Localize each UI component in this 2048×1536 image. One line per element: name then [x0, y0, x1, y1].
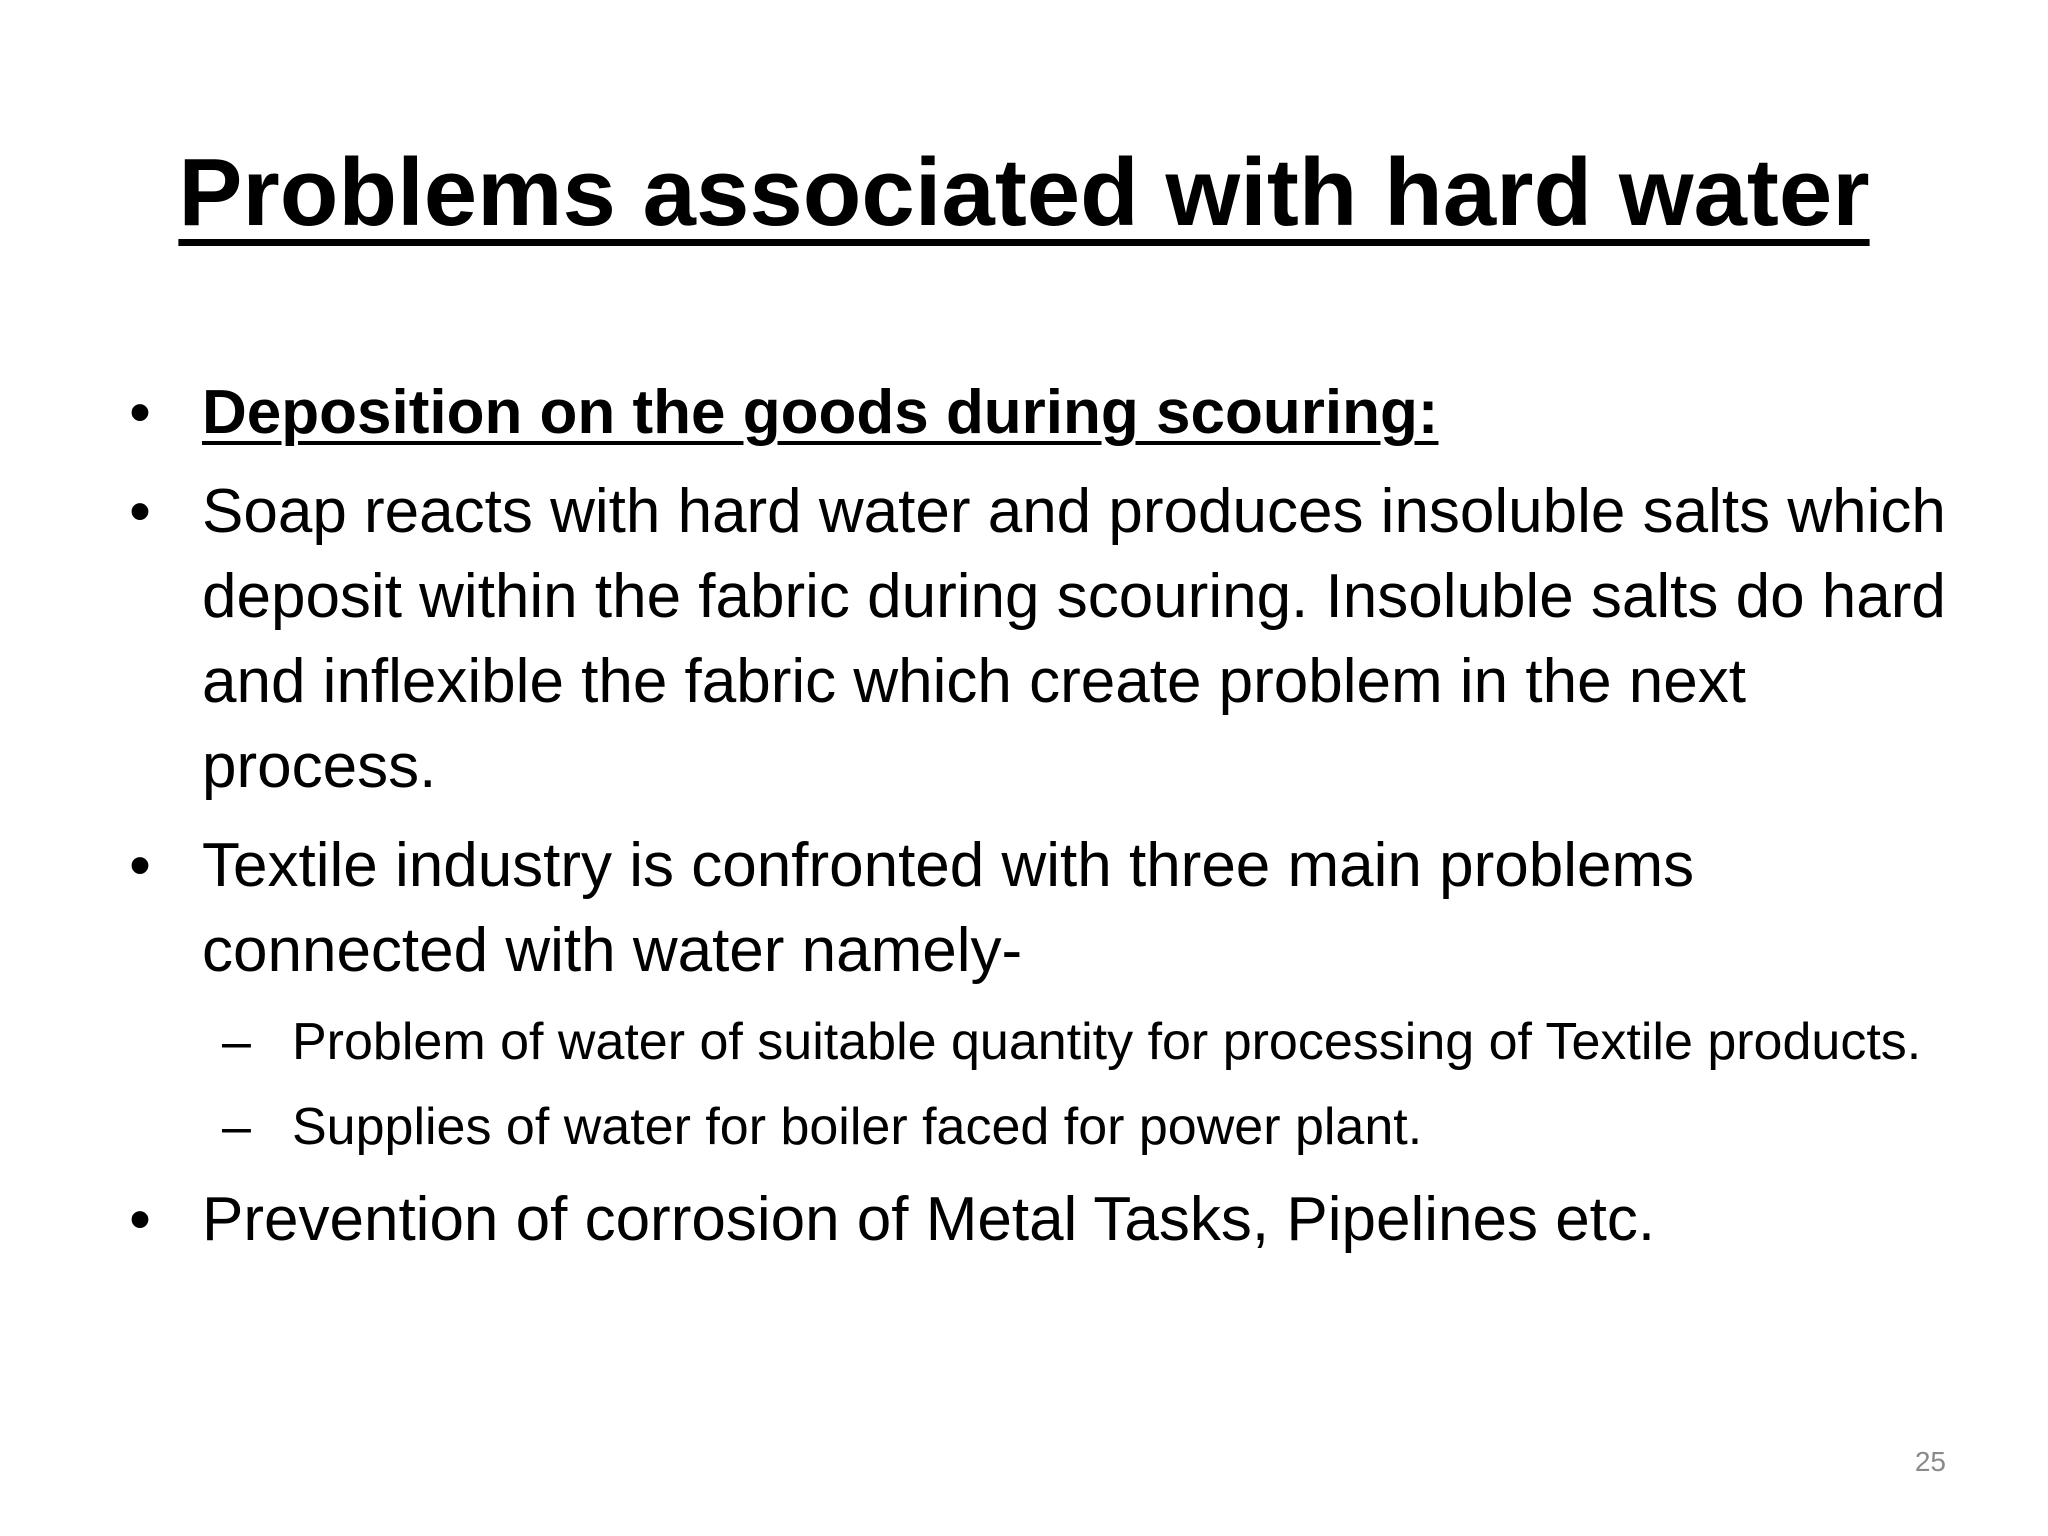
bullet-text: Soap reacts with hard water and produces insoluble salts which deposit within the fabric during scouring. Insoluble salts do hard and inflexible the fabric which create problem in the next process. — [202, 477, 1946, 801]
bullet-item-corrosion — [120, 1177, 1980, 1262]
page-number: 25 — [1914, 1446, 1946, 1477]
dash-glyph: – — [222, 1013, 251, 1071]
sub-item-boiler-supplies — [120, 1092, 1980, 1163]
bullet-glyph: • — [129, 378, 151, 447]
bullet-item-deposition — [120, 370, 1980, 455]
bullet-text: Deposition on the goods during scouring: — [202, 378, 1439, 447]
bullet-item-textile-industry — [120, 823, 1980, 993]
bullet-text: Textile industry is confronted with three main problems connected with water namely- — [202, 831, 1695, 985]
bullet-item-soap — [120, 469, 1980, 809]
bullet-glyph: • — [129, 831, 151, 900]
sub-item-text: Supplies of water for boiler faced for power plant. — [292, 1098, 1423, 1156]
sub-item-text: Problem of water of suitable quantity for processing of Textile products. — [292, 1013, 1922, 1071]
bullet-text: Prevention of corrosion of Metal Tasks, Pipelines etc. — [202, 1185, 1656, 1254]
slide-body — [120, 370, 1980, 1276]
sub-item-water-quantity — [120, 1007, 1980, 1078]
bullet-glyph: • — [129, 1185, 151, 1254]
slide-title: Problems associated with hard water — [178, 139, 1870, 246]
bullet-glyph: • — [129, 477, 151, 546]
dash-glyph: – — [222, 1098, 251, 1156]
